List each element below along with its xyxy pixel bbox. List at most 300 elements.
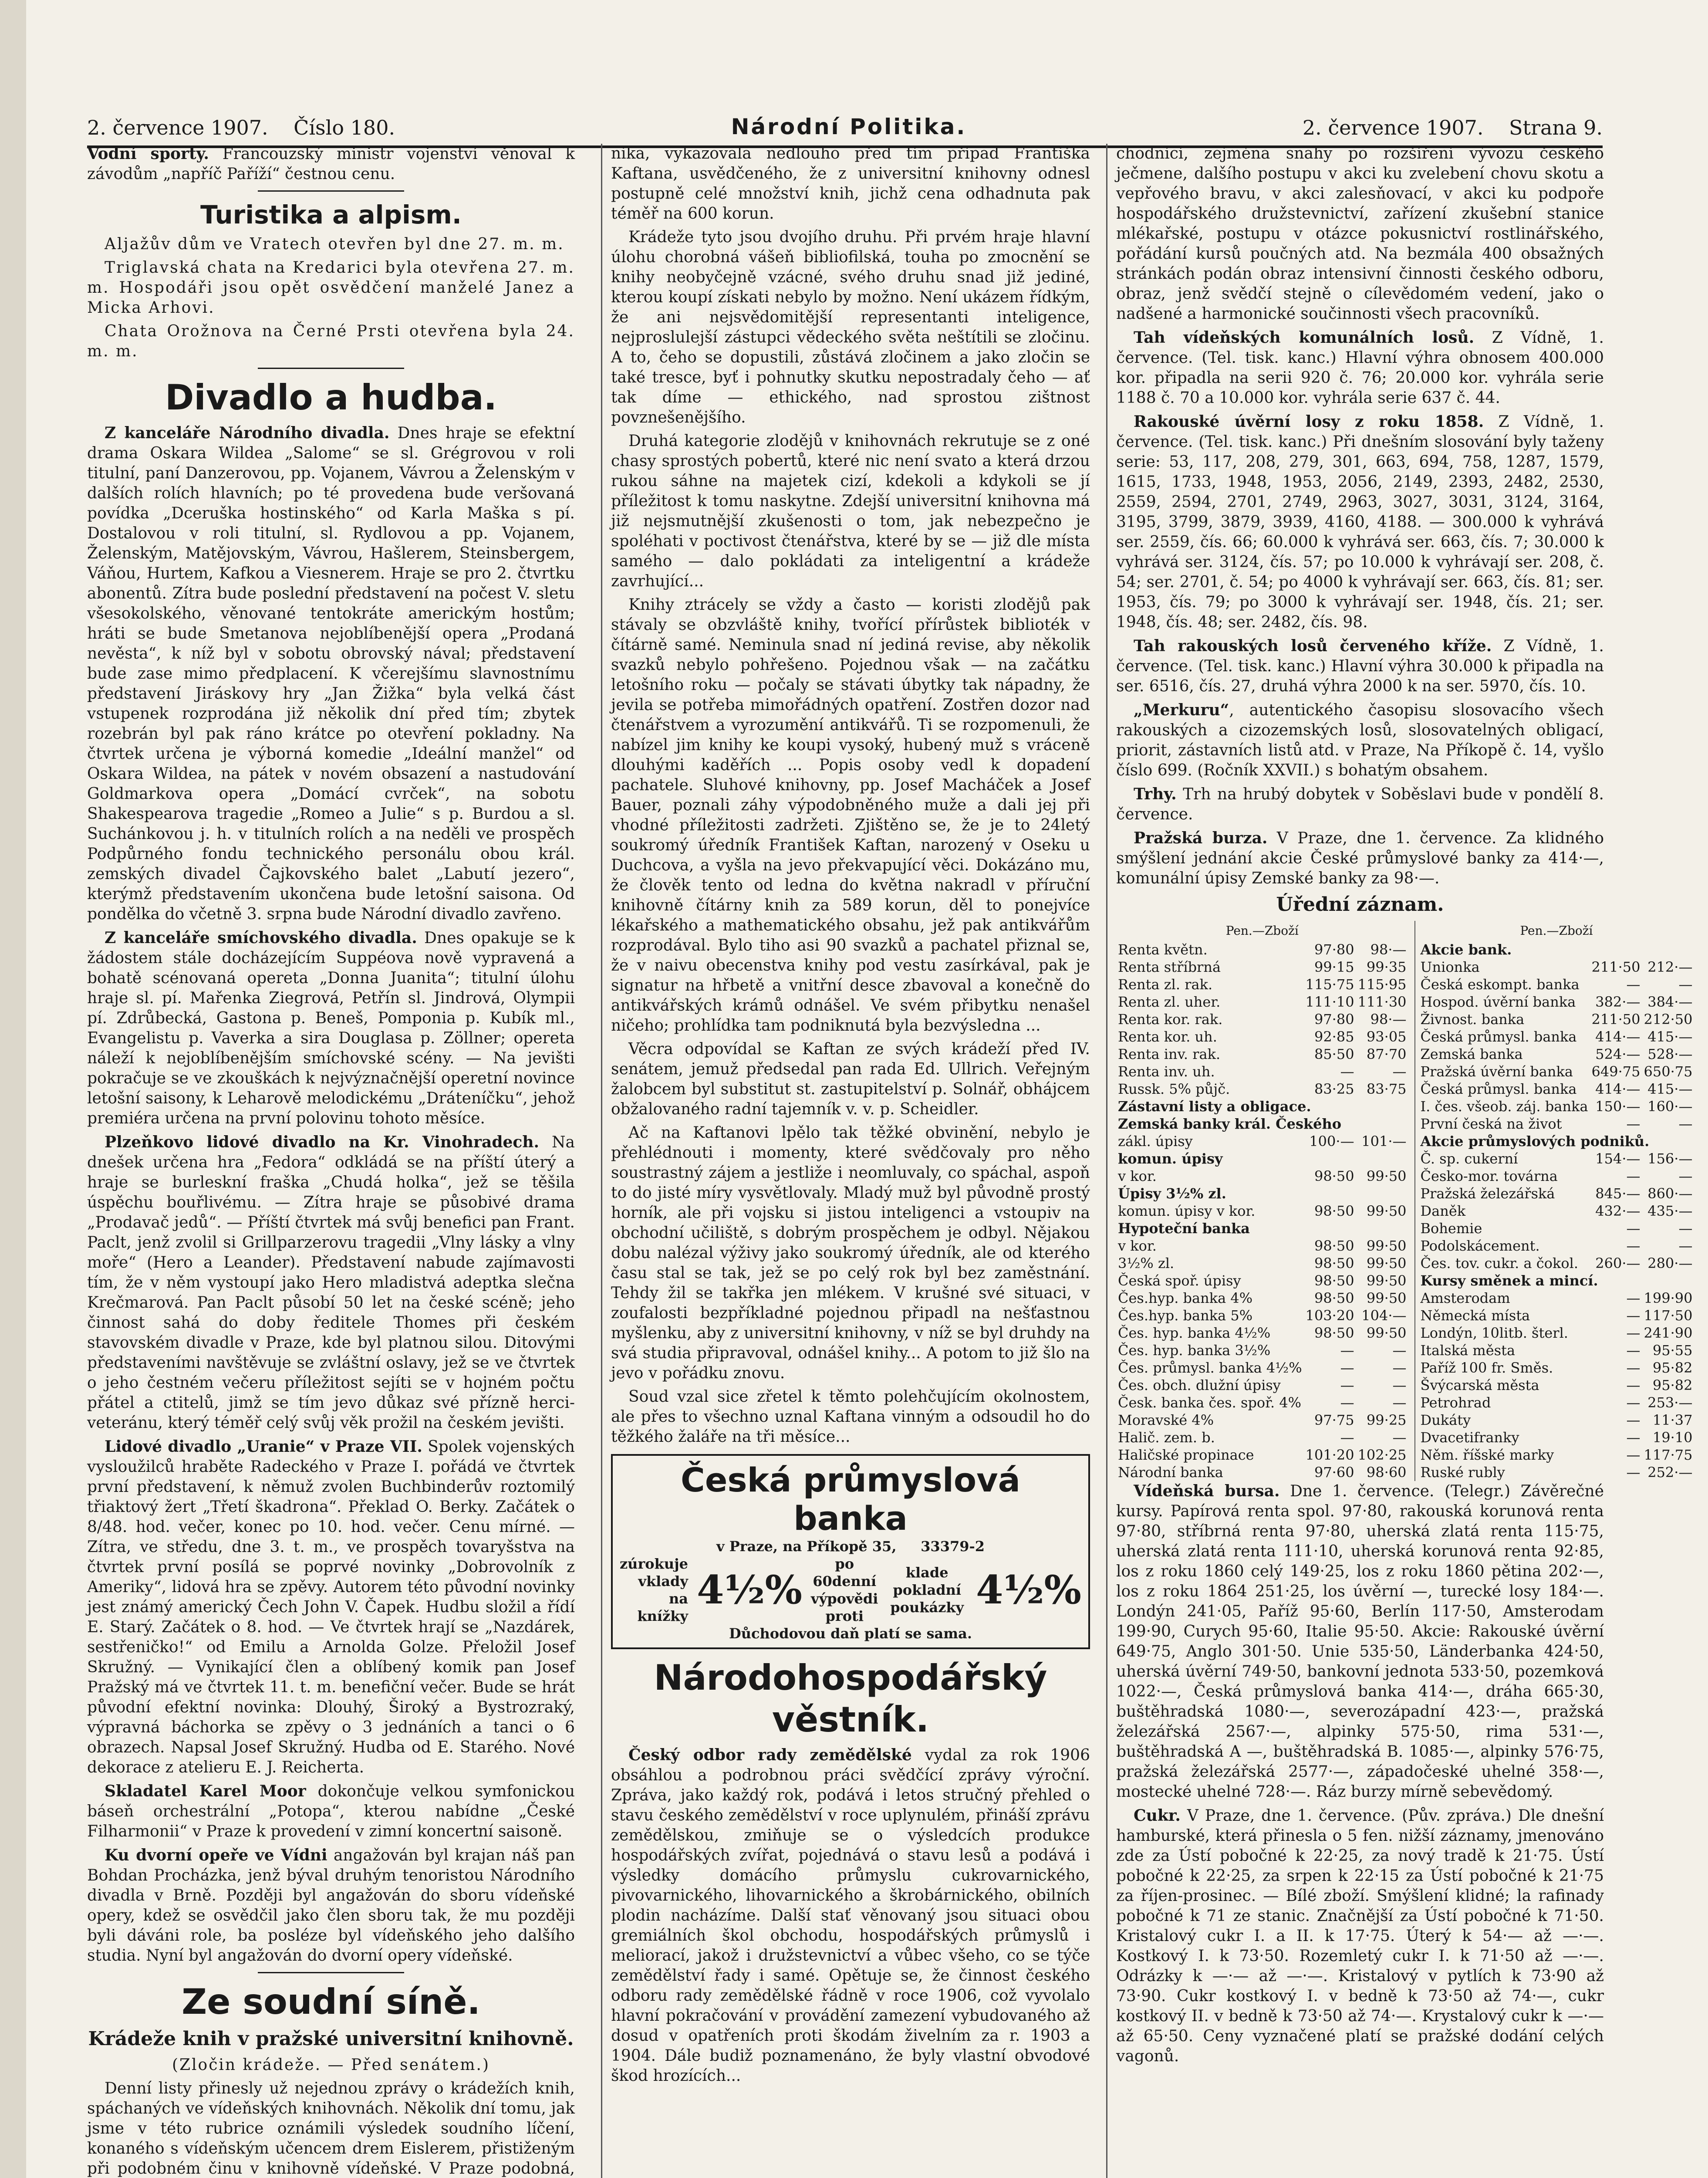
soud-paragraph: Krádeže tyto jsou dvojího druhu. Při prvém hraje hlavní úlohu chorobná vášeň bibliofilská, touha po zmocnění se knihy neobyčejně vzácné, svého druhu snad již jediné, kterou koupí získati nebylo by možno. Není ukázem řídkým, že ani nejsvědomitější representanti inteligence, nejproslulejší zástupci vědeckého světa neštítili se zločinu. A to, čeho se dopustili, zůstává zločinem a jako zločin se také tresce, byť i pohnutky skutku nepostradaly čeho — ať tak díme — ethického, nad sprostou zištnost povznešenějšího. bbox=[611, 228, 1090, 426]
rate-row bbox=[1419, 1429, 1694, 1446]
divadlo-paragraph bbox=[87, 1437, 575, 1778]
section-title-narodohospodarsky: Národohospodářský věstník. bbox=[654, 1657, 1047, 1740]
ad-code: 33379-2 bbox=[921, 1538, 985, 1555]
rate-row bbox=[1419, 1202, 1694, 1220]
rate-row bbox=[1419, 1167, 1694, 1185]
rate-row bbox=[1419, 1133, 1694, 1150]
rate-row bbox=[1116, 1063, 1408, 1080]
rate-bid: 524·— bbox=[1595, 1046, 1640, 1062]
section-title-divadlo: Divadlo a hudba. bbox=[165, 377, 497, 418]
rate-name: komun. úpisy v kor. bbox=[1118, 1203, 1256, 1219]
divider bbox=[258, 190, 404, 192]
divadlo-paragraph bbox=[87, 1781, 575, 1842]
rate-name: Podolskácement. bbox=[1420, 1238, 1540, 1254]
rate-name: Čes.hyp. banka 5% bbox=[1118, 1307, 1253, 1324]
rate-ask: 95·82 bbox=[1652, 1377, 1693, 1393]
column-1 bbox=[87, 144, 575, 2178]
rate-row bbox=[1116, 1202, 1408, 1220]
paragraph-text: Dnes opakuje se k žádostem stále docházejícím Suppéova nově vypravená a bohatě scénovaná opereta „Donna Juanita“; titulní úlohu hraje sl. pí. Mařenka Ziegrová, Petřín sl. Jindrová, Olympii pí. Zdrůbecká, Gastona p. Beneš, Pomponia p. Kubík ml., Evangelistu p. Vaverka a sira Douglasa p. Zöllner; opereta náleží k nejoblíbenějším smíchovské scény. — Na jevišti pokračuje se ve zkouškách k nejvýznačnější operetní novince letošní saisony, k Leharově melodickému „Dráteníčku“, jehož premiéra určena na první polovinu tohoto měsíce. bbox=[87, 929, 575, 1127]
lottery-paragraph bbox=[1116, 636, 1604, 697]
rate-ask: 117·75 bbox=[1644, 1447, 1693, 1463]
rate-bid: — bbox=[1340, 1429, 1354, 1446]
paragraph-text: Dne 1. července. (Telegr.) Závěrečné kursy. Papírová renta spol. 97·80, rakouská korunová renta 97·80, stříbrná renta 97·80, uherská zlatá renta 115·75, uherská zlatá renta 111·10, uherská korunová renta 92·85, los z roku 1860 celý 149·25, los z roku 1860 pětina 202·—, los z roku 1864 251·25, los úvěrní —, turecké losy 184·—. Londýn 241·05, Paříž 95·60, Berlín 117·50, Amsterodam 199·90, Curych 95·60, Italie 95·50. Akcie: Rakouské úvěrní 649·75, Anglo 301·50. Unie 535·50, Länderbanka 424·50, uherská úvěrní 749·50, bankovní jednota 533·50, pozemková 1022·—, Česká průmyslová banka 414·—, dráha 665·30, buštěhradská 1080·—, severozápadní 423·—, pražská železářská 2567·—, alpinky 575·50, rima 531·—, buštěhradská A —, buštěhradská B. 1085·—, alpinky 576·75, pražská železářská 2577·—, západočeské uhelné 358·—, mostecké uhelné 728·—. Ráz burzy mírně sebevědomý. bbox=[1116, 1482, 1604, 1801]
rate-bid: 100·— bbox=[1309, 1133, 1354, 1150]
ad-voucher-label: klade pokladní poukázky bbox=[890, 1564, 964, 1616]
rate-row bbox=[1419, 976, 1694, 993]
rate-row bbox=[1116, 1342, 1408, 1359]
ad-rates-row bbox=[620, 1555, 1081, 1625]
rate-bid: 98·50 bbox=[1314, 1272, 1354, 1289]
cukr-paragraph bbox=[1116, 1806, 1604, 2066]
rate-bid: 98·50 bbox=[1314, 1325, 1354, 1341]
paragraph-lead: Skladatel Karel Moor bbox=[105, 1782, 306, 1800]
ad-address-text: v Praze, na Příkopě 35, bbox=[716, 1538, 897, 1555]
rate-bid: 382·— bbox=[1595, 994, 1640, 1010]
rate-name: Renta stříbrná bbox=[1118, 959, 1221, 975]
rate-row bbox=[1116, 1011, 1408, 1028]
rate-name: Č. sp. cukerní bbox=[1420, 1150, 1518, 1167]
soud-paragraph: Ač na Kaftanovi lpělo tak těžké obvinění, nebylo je přehlédnouti i momenty, které svědčovaly pro něho soustrastný zájem a jestliže i neomluvaly, co spáchal, aspoň to do jisté míry vysvětlovaly. Mladý muž byl původně prostý horník, ale při vojsku si jistou inteligenci a vstoupiv na obchodní učiliště, s dobrým prospěchem je odbyl. Nějakou dobu nalézal výživy jako soukromý úředník, ale od kterého času stal se tak, jež se po celý rok byl bez zaměstnání. Tehdy žil se takřka jen mlékem. V krušné své situaci, v zoufalosti bezpříkladné pojednou připadl na nešťastnou myšlenku, aby z universitní knihovny, v níž se byl druhdy na svá studia připravoval, odnášel knihy... A potom to již šlo na jevo v pořádku znovu. bbox=[611, 1124, 1090, 1382]
rates-table-title: Úřední záznam. bbox=[1276, 893, 1444, 916]
rate-ask: 87·70 bbox=[1366, 1046, 1407, 1062]
rate-ask: 99·50 bbox=[1366, 1272, 1407, 1289]
rate-name: Haličské propinace bbox=[1118, 1447, 1254, 1463]
rate-ask: — bbox=[1392, 1063, 1407, 1080]
rate-name: Česk. banka čes. spoř. 4% bbox=[1118, 1394, 1302, 1411]
rate-row bbox=[1419, 1185, 1694, 1202]
rate-bid: — bbox=[1626, 1116, 1640, 1132]
rate-bid: — bbox=[1626, 1238, 1640, 1254]
rate-row bbox=[1116, 1115, 1408, 1133]
rate-row bbox=[1419, 1272, 1694, 1289]
rate-name: Londýn, 10litb. šterl. bbox=[1420, 1325, 1568, 1341]
paragraph-lead: Cukr. bbox=[1134, 1806, 1181, 1825]
rate-bid: 111·10 bbox=[1305, 994, 1354, 1010]
rate-ask: 415·— bbox=[1647, 1028, 1693, 1045]
masthead: Národní Politika. bbox=[731, 114, 967, 139]
rates-tables bbox=[1116, 921, 1693, 1481]
rate-ask: 253·— bbox=[1647, 1394, 1693, 1411]
divider bbox=[258, 368, 404, 369]
rate-row bbox=[1419, 1464, 1694, 1481]
soud-paragraph: nika, vykazovala nedlouho před tím případ Františka Kaftana, usvědčeného, že z universitní knihovny odnesl postupně celé množství knih, jichž cena odhadnuta pak téměř na 600 korun. bbox=[611, 145, 1090, 223]
rate-bid: — bbox=[1626, 1220, 1640, 1237]
rate-ask: 101·— bbox=[1361, 1133, 1407, 1150]
rate-row bbox=[1116, 1411, 1408, 1429]
rate-ask: 280·— bbox=[1647, 1255, 1693, 1272]
paragraph-text: Dnes hraje se efektní drama Oskara Wildea „Salome“ se sl. Grégrovou v roli titulní, paní Danzerovou, pp. Vojanem, Vávrou a Želenským v dalších rolích hlavních; po té provedena bude veršovaná povídka „Dceruška hostinského“ od Karla Maška s pí. Dostalovou v roli titulní, sl. Rydlovou a pp. Vojanem, Želenským, Matějovským, Vávrou, Hašlerem, Steinsbergem, Váňou, Hurtem, Kafkou a Viesnerem. Hraje se pro 2. čtvrtku abonentů. Zítra bude poslední představení na počest V. sletu všesokolského, věnované tentokráte americkým hostům; hráti se bude Smetanova nejoblíbenější opera „Prodaná nevěsta“, k níž byl v sobotu obrovský nával; představení bude zase mimo předplacení. K včerejšímu slavnostnímu představení Jiráskovy hry „Jan Žižka“ byla velká část vstupenek rozprodána již několik dní před tím; zbytek rozebrán byl pak ráno krátce po otevření pokladny. Na čtvrtek určena je výborná komedie „Ideální manžel“ od Oskara Wildea, na pátek v novém obsazení a nastudování Goldmarkova opera „Domácí cvrček“, na sobotu Shakespearova tragedie „Romeo a Julie“ s p. Burdou a sl. Suchánkovou j. h. v titulních rolích a na neděli ve prospěch Podpůrného fondu technického personálu obou král. zemských divadel Čajkovského balet „Labutí jezero“, kterýmž představením ukončena bude letošní saisona. Od pondělka do včetně 3. srpna bude Národní divadlo zavřeno. bbox=[87, 424, 575, 923]
rate-bid: — bbox=[1626, 1429, 1640, 1446]
rate-ask: 98·60 bbox=[1366, 1464, 1407, 1481]
rate-ask: 860·— bbox=[1647, 1185, 1693, 1202]
rate-row bbox=[1116, 1324, 1408, 1342]
rate-bid: 260·— bbox=[1595, 1255, 1640, 1272]
rate-row bbox=[1116, 1307, 1408, 1324]
rate-row bbox=[1419, 1446, 1694, 1464]
rate-bid: 115·75 bbox=[1305, 976, 1354, 993]
rate-bid: 98·50 bbox=[1314, 1255, 1354, 1272]
rate-bid: — bbox=[1626, 1168, 1640, 1184]
rate-name: Úpisy 3½% zl. bbox=[1118, 1185, 1226, 1202]
turistika-paragraph: Triglavská chata na Kredarici byla otevřena 27. m. m. Hospodáři jsou opět osvědčení manželé Janez a Micka Arhovi. bbox=[87, 259, 575, 317]
rate-name: Česko-mor. továrna bbox=[1420, 1168, 1558, 1184]
soud-paragraph: Druhá kategorie zlodějů v knihovnách rekrutuje se z oné chasy sprostých pobertů, které nic není svato a která drzou rukou sáhne na majetek cizí, kdekoli a kdykoli se jí příležitost k tomu naskytne. Zdejší universitní knihovna má již nejsmutnější zkušenosti o tom, jak nebezpečno je spoléhati v poctivost čtenářstva, které by se — již dle místa samého — dalo pokládati za inteligentní a krádeže zavrhující... bbox=[611, 432, 1090, 590]
rate-ask: 241·90 bbox=[1644, 1325, 1693, 1341]
rates-left-table bbox=[1116, 941, 1408, 1481]
rate-bid: 98·50 bbox=[1314, 1238, 1354, 1254]
rate-name: Hospod. úvěrní banka bbox=[1420, 994, 1576, 1010]
rate-name: 3½% zl. bbox=[1118, 1255, 1175, 1272]
paragraph-text: Z Vídně, 1. července. (Tel. tisk. kanc.) Při dnešním slosování byly taženy serie: 53, 117, 208, 279, 301, 663, 694, 758, 1287, 1579, 1615, 1733, 1948, 1953, 2056, 2149, 2393, 2482, 2530, 2559, 2594, 2701, 2749, 2963, 3027, 3031, 3124, 3164, 3195, 3799, 3879, 3939, 4160, 4188. — 300.000 k vyhrává ser. 2559, čís. 66; 60.000 k vyhrává ser. 663, čís. 7; 30.000 k vyhrává ser. 3124, čís. 57; po 10.000 k vyhrávají ser. 208, č. 54; ser. 2701, č. 54; po 4000 k vyhrávají ser. 663, čís. 81; ser. 1953, čís. 79; po 3000 k vyhrávají ser. 1948, čís. 21; ser. 1948, čís. 48; ser. 2482, čís. 98. bbox=[1116, 413, 1604, 631]
rate-row bbox=[1116, 958, 1408, 976]
rate-ask: 99·50 bbox=[1366, 1238, 1407, 1254]
paragraph-text: V Praze, dne 1. července. Za klidného smýšlení jednání akcie České průmyslové banky za 414·—, komunální úpisy Zemské banky za 98·—. bbox=[1116, 829, 1604, 887]
rates-right-wrap bbox=[1414, 921, 1694, 1481]
ad-deposit-line-1: zúrokuje vklady bbox=[620, 1556, 689, 1590]
rate-name: Amsterodam bbox=[1420, 1290, 1510, 1306]
rate-ask: 650·75 bbox=[1644, 1063, 1693, 1080]
rate-name: Německá místa bbox=[1420, 1307, 1530, 1324]
rate-bid: 83·25 bbox=[1314, 1081, 1354, 1097]
rate-ask: — bbox=[1678, 976, 1693, 993]
rate-bid: 414·— bbox=[1595, 1028, 1640, 1045]
rate-ask: 98·— bbox=[1370, 941, 1407, 958]
paragraph-text: V Praze, dne 1. července. (Pův. zpráva.) Dle dnešní hamburské, která přinesla o 5 fen. nižší záznamy, jmenováno zde za Ústí pobočné k 22·25, za nový tradě k 21·75. Ústí pobočné k 22·25, za srpen k 22·15 za Ústí pobočné k 21·75 za říjen-prosinec. — Bílé zboží. Smýšlení klidné; la rafinady pobočné k 71 ze stanic. Značnější za Ústí pobočné k 71·50. Kristalový cukr I. a II. k 17·75. Úterý k 54·— až —·—. Kostkový I. k 73·50. Rozemletý cukr I. k 71·50 až —·—. Odrázky k —·— až —·—. Kristalový v pytlích k 73·90 až 73·90. Cukr kostkový I. v bedně k 73·50 až 74·—, cukr kostkový II. v bedně k 73·50 až 74·—. Krystalový cukr k —·— až 65·50. Ceny vyznačené platí se pražské dodání celých vagonů. bbox=[1116, 1807, 1604, 2065]
soud-paragraph: Denní listy přinesly už nejednou zprávy o krádežích knih, spáchaných ve vídeňských knihovnách. Několik dní tomu, jak jsme v této rubrice oznámili výsledek soudního líčení, konaného s vídeňským učencem drem Eislerem, přistiženým při podobném činu v knihovně vídeňské. V Praze podobná, bbox=[87, 2080, 575, 2178]
rate-bid: 414·— bbox=[1595, 1081, 1640, 1097]
rate-ask: — bbox=[1678, 1168, 1693, 1184]
rate-ask: 99·50 bbox=[1366, 1203, 1407, 1219]
rate-row bbox=[1419, 1307, 1694, 1324]
rate-ask: 528·— bbox=[1647, 1046, 1693, 1062]
rate-row bbox=[1419, 1045, 1694, 1063]
divadlo-paragraph bbox=[87, 1132, 575, 1433]
paragraph-text: , autentického časopisu slosovacího všech rakouských a cizozemských losů, slosovatelných obligací, priorit, zástavních listů atd. v Praze, Na Příkopě č. 14, vyšlo číslo 699. (Ročník XXVII.) s bohatým obsahem. bbox=[1116, 701, 1604, 779]
rate-name: Čes. hyp. banka 4½% bbox=[1118, 1325, 1271, 1341]
rate-name: Renta květn. bbox=[1118, 941, 1208, 958]
rate-row bbox=[1116, 1045, 1408, 1063]
rate-name: Renta inv. uh. bbox=[1118, 1063, 1215, 1080]
rate-ask: 99·50 bbox=[1366, 1255, 1407, 1272]
rate-name: v kor. bbox=[1118, 1238, 1157, 1254]
ad-address bbox=[620, 1538, 1081, 1555]
paragraph-text: vydal za rok 1906 obsáhlou a podrobnou práci svědčící zprávy výroční. Zpráva, jako každý rok, podává i letos stručný přehled o stavu českého zemědělství v roce uplynulém, přináší zprávu zemědělskou, zmiňuje se o výsledcích produkce hospodářských zvířat, pojednává o stavu lesů a podává i výsledky domácího průmyslu cukrovarnického, pivovarnického, lihovarnického a škrobárnického, obilních plodin nacházíme. Další stať věnovaný jsou situaci obou gremiálních škol obchodu, hospodářských průmyslů i meliorací, jakož i družstevnictví a vůbec všeho, co se týče zemědělství řady i samé. Opětuje se, že činnost českého odboru rady zemědělské řádně v roce 1906, což vyvolalo hlavní pokračování v provádění zamezení vybudovaného až dosud v opatřeních proti škodám živelním za r. 1903 a 1904. Dále budiž poznamenáno, že byly vlastní obvodové škod hrozících... bbox=[611, 1746, 1090, 2085]
rate-name: Halič. zem. b. bbox=[1118, 1429, 1215, 1446]
soud-paragraph: Věcra odpovídal se Kaftan ze svých krádeží před IV. senátem, jemuž předsedal pan rada Ed. Ullrich. Veřejným žalobcem byl substitut st. zastupitelství p. Solnář, obhájcem obžalovaného radní tajemník v. v. p. Scheidler. bbox=[611, 1040, 1090, 1118]
rate-name: Švýcarská města bbox=[1420, 1377, 1539, 1393]
rate-row bbox=[1116, 1394, 1408, 1411]
article-subtitle: Krádeže knih v pražské universitní knihovně. bbox=[88, 2028, 574, 2050]
rate-ask: 98·— bbox=[1370, 1011, 1407, 1028]
rate-name: v kor. bbox=[1118, 1168, 1157, 1184]
rate-ask: 99·50 bbox=[1366, 1290, 1407, 1306]
rate-row bbox=[1116, 1150, 1408, 1167]
lottery-paragraph bbox=[1116, 328, 1604, 408]
ad-notice-line-3: proti bbox=[825, 1608, 864, 1624]
sport-paragraph bbox=[87, 144, 575, 184]
rate-ask: 95·82 bbox=[1652, 1360, 1693, 1376]
rate-name: První česká na život bbox=[1420, 1116, 1562, 1132]
rate-name: Ruské rubly bbox=[1420, 1464, 1505, 1481]
rate-row bbox=[1419, 1098, 1694, 1115]
rate-name: Renta zl. rak. bbox=[1118, 976, 1213, 993]
rate-ask: 102·25 bbox=[1357, 1447, 1407, 1463]
paragraph-lead: Trhy. bbox=[1134, 785, 1177, 803]
rate-name: Petrohrad bbox=[1420, 1394, 1491, 1411]
rate-bid: 154·— bbox=[1595, 1150, 1640, 1167]
rate-row bbox=[1419, 1376, 1694, 1394]
rate-row bbox=[1116, 1464, 1408, 1481]
rate-bid: — bbox=[1626, 1377, 1640, 1393]
rate-row bbox=[1116, 1255, 1408, 1272]
rate-bid: 92·85 bbox=[1314, 1028, 1354, 1045]
rate-ask: 99·25 bbox=[1366, 1412, 1407, 1428]
rate-row bbox=[1419, 1394, 1694, 1411]
column-2 bbox=[601, 144, 1090, 2178]
rate-row bbox=[1419, 1342, 1694, 1359]
rate-name: Italská města bbox=[1420, 1342, 1516, 1359]
rate-row bbox=[1116, 1028, 1408, 1045]
rate-name: komun. úpisy bbox=[1118, 1150, 1223, 1167]
ad-deposit-label bbox=[620, 1555, 688, 1625]
rate-bid: 845·— bbox=[1595, 1185, 1640, 1202]
paragraph-lead: Z kanceláře Národního divadla. bbox=[105, 424, 390, 442]
rate-row bbox=[1116, 1167, 1408, 1185]
soud-paragraph: Soud vzal sice zřetel k těmto polehčujícím okolnostem, ale přes to všechno uznal Kaftana vinným a odsoudil ho do těžkého žaláře na tři měsíce... bbox=[611, 1388, 1090, 1446]
rate-name: Čes. obch. dlužní úpisy bbox=[1118, 1377, 1281, 1393]
divider bbox=[258, 1972, 404, 1973]
rate-ask: 212·50 bbox=[1644, 1011, 1693, 1028]
rate-name: Dvacetifranky bbox=[1420, 1429, 1519, 1446]
rate-bid: 98·50 bbox=[1314, 1168, 1354, 1184]
rate-ask: 111·30 bbox=[1357, 994, 1407, 1010]
header-right-date: 2. července 1907. bbox=[1302, 116, 1484, 139]
divadlo-paragraph bbox=[87, 1845, 575, 1966]
article-meta: (Zločin krádeže. — Před senátem.) bbox=[172, 2056, 490, 2074]
ad-notice-line-2: výpovědi bbox=[811, 1590, 878, 1607]
rate-name: Moravské 4% bbox=[1118, 1412, 1214, 1428]
section-title-soud: Ze soudní síně. bbox=[182, 1982, 480, 2022]
rate-bid: 211·50 bbox=[1591, 1011, 1640, 1028]
bank-advertisement bbox=[611, 1454, 1090, 1649]
rate-bid: — bbox=[1626, 1412, 1640, 1428]
rate-row bbox=[1419, 1220, 1694, 1237]
sport-lead: Vodní sporty. bbox=[87, 145, 209, 163]
rate-row bbox=[1116, 941, 1408, 958]
rate-name: Čes.hyp. banka 4% bbox=[1118, 1290, 1253, 1306]
paragraph-lead: Rakouské úvěrní losy z roku 1858. bbox=[1134, 413, 1484, 431]
turistika-paragraph: Aljažův dům ve Vratech otevřen byl dne 27. m. m. bbox=[105, 235, 564, 253]
paragraph-lead: Lidové divadlo „Uranie“ v Praze VII. bbox=[105, 1437, 422, 1456]
header-left-date: 2. července 1907. bbox=[87, 116, 268, 139]
rate-bid: — bbox=[1626, 1325, 1640, 1341]
paragraph-lead: Plzeňkovo lidové divadlo na Kr. Vinohradech. bbox=[105, 1133, 540, 1151]
rates-left-header: Pen.—Zboží bbox=[1225, 923, 1299, 938]
rate-name: Akcie bank. bbox=[1420, 941, 1512, 958]
rate-name: Zemská banky král. Českého bbox=[1118, 1116, 1342, 1132]
rate-bid: — bbox=[1626, 1360, 1640, 1376]
rate-name: Česká průmysl. banka bbox=[1420, 1081, 1577, 1097]
turistika-paragraph: Chata Orožnova na Černé Prsti otevřena byla 24. m. m. bbox=[87, 322, 575, 360]
rate-ask: — bbox=[1392, 1360, 1407, 1376]
rates-right-table bbox=[1419, 941, 1694, 1481]
rate-bid: 85·50 bbox=[1314, 1046, 1354, 1062]
paragraph-lead: „Merkuru“ bbox=[1134, 701, 1229, 719]
rate-bid: 99·15 bbox=[1314, 959, 1354, 975]
paragraph-lead: Český odbor rady zemědělské bbox=[628, 1746, 912, 1764]
paragraph-text: Trh na hrubý dobytek v Soběslavi bude v pondělí 8. července. bbox=[1116, 785, 1604, 823]
rate-ask: 415·— bbox=[1647, 1081, 1693, 1097]
rate-row bbox=[1116, 993, 1408, 1011]
rate-ask: 115·95 bbox=[1357, 976, 1407, 993]
rate-bid: 97·80 bbox=[1314, 1011, 1354, 1028]
rate-bid: — bbox=[1626, 1307, 1640, 1324]
rate-bid: — bbox=[1626, 1342, 1640, 1359]
rate-name: zákl. úpisy bbox=[1118, 1133, 1193, 1150]
rate-name: Česká eskompt. banka bbox=[1420, 976, 1580, 993]
rate-row bbox=[1419, 941, 1694, 958]
header-left bbox=[87, 116, 395, 139]
rate-ask: 93·05 bbox=[1366, 1028, 1407, 1045]
rate-ask: 104·— bbox=[1361, 1307, 1407, 1324]
rate-row bbox=[1116, 1446, 1408, 1464]
rate-row bbox=[1116, 1359, 1408, 1376]
header-page-number: Strana 9. bbox=[1509, 116, 1603, 139]
rate-name: Renta inv. rak. bbox=[1118, 1046, 1221, 1062]
rate-row bbox=[1419, 1289, 1694, 1307]
burza-paragraph bbox=[1116, 828, 1604, 889]
rate-ask: 160·— bbox=[1647, 1098, 1693, 1115]
rate-ask: 19·10 bbox=[1652, 1429, 1693, 1446]
rate-row bbox=[1116, 1376, 1408, 1394]
trhy-paragraph bbox=[1116, 784, 1604, 825]
rates-left-wrap bbox=[1116, 921, 1408, 1481]
rate-bid: 211·50 bbox=[1591, 959, 1640, 975]
rate-ask: 83·75 bbox=[1366, 1081, 1407, 1097]
rate-bid: 98·50 bbox=[1314, 1290, 1354, 1306]
rate-row bbox=[1116, 1429, 1408, 1446]
rate-ask: — bbox=[1678, 1116, 1693, 1132]
ad-rate: 4½% bbox=[697, 1567, 803, 1613]
paragraph-lead: Pražská burza. bbox=[1134, 829, 1268, 847]
rate-row bbox=[1419, 1150, 1694, 1167]
vienna-paragraph bbox=[1116, 1481, 1604, 1802]
merkur-paragraph bbox=[1116, 700, 1604, 781]
rate-bid: 98·50 bbox=[1314, 1203, 1354, 1219]
rate-row bbox=[1419, 1411, 1694, 1429]
rate-bid: — bbox=[1626, 1394, 1640, 1411]
rate-ask: — bbox=[1678, 1238, 1693, 1254]
lottery-paragraph bbox=[1116, 412, 1604, 632]
rate-bid: 432·— bbox=[1595, 1203, 1640, 1219]
rate-row bbox=[1116, 1289, 1408, 1307]
section-title-turistika: Turistika a alpism. bbox=[200, 200, 462, 230]
rate-row bbox=[1116, 976, 1408, 993]
sport-text: Francouzský ministr vojenství věnoval k závodům „napříč Paříží“ čestnou cenu. bbox=[87, 145, 575, 183]
scan-margin bbox=[0, 0, 26, 2178]
paragraph-lead: Tah vídeňských komunálních losů. bbox=[1134, 328, 1475, 347]
rate-name: Česká spoř. úpisy bbox=[1118, 1272, 1241, 1289]
rate-name: Čes. hyp. banka 3½% bbox=[1118, 1342, 1271, 1359]
nh-paragraph bbox=[611, 1745, 1090, 2086]
ad-title: Česká průmyslová banka bbox=[681, 1461, 1020, 1538]
rate-name: Čes. tov. cukr. a čokol. bbox=[1420, 1255, 1579, 1272]
rate-ask: — bbox=[1392, 1394, 1407, 1411]
rate-ask: 95·55 bbox=[1652, 1342, 1693, 1359]
rate-row bbox=[1116, 1237, 1408, 1255]
rate-bid: — bbox=[1626, 1290, 1640, 1306]
rate-bid: — bbox=[1340, 1063, 1354, 1080]
ad-footer: Důchodovou daň platí se sama. bbox=[729, 1625, 972, 1642]
paragraph-lead: Ku dvorní opeře ve Vídni bbox=[105, 1846, 327, 1864]
paragraph-lead: Z kanceláře smíchovského divadla. bbox=[105, 929, 417, 947]
rate-row bbox=[1419, 993, 1694, 1011]
rate-ask: — bbox=[1678, 1220, 1693, 1237]
rate-bid: 103·20 bbox=[1305, 1307, 1354, 1324]
divadlo-paragraph bbox=[87, 928, 575, 1129]
rate-name: Dukáty bbox=[1420, 1412, 1471, 1428]
rate-name: Pražská úvěrní banka bbox=[1420, 1063, 1573, 1080]
rate-ask: 199·90 bbox=[1644, 1290, 1693, 1306]
rate-name: Zástavní listy a obligace. bbox=[1118, 1098, 1311, 1115]
rate-name: Čes. průmysl. banka 4½% bbox=[1118, 1360, 1302, 1376]
rate-row bbox=[1419, 1324, 1694, 1342]
rate-name: Akcie průmyslových podniků. bbox=[1420, 1133, 1650, 1150]
paragraph-text: Z Vídně, 1. července. (Tel. tisk. kanc.) Hlavní výhra 30.000 k připadla na ser. 6516, čís. 27, druhá výhra 2000 k na ser. 5970, čís. 10. bbox=[1116, 637, 1604, 695]
rate-ask: 156·— bbox=[1647, 1150, 1693, 1167]
rate-name: Národní banka bbox=[1118, 1464, 1223, 1481]
nh-paragraph: chodnící, zejména snahy po rozšíření vývozu českého ječmene, dalšího postupu v akci ku zvelebení chovu skotu a vepřového bravu, v akci zalesňovací, v akci ku podpoře hospodářského družstevnictví, zařízení zkušební stanice mlékařské, postupu v otázce pokusnictví rostlinářského, pořádání kursů poučných atd. Na bezmála 400 obsažných stránkách podán obraz intensivní činnosti českého odboru, obraz, jenž svědčí stejně o cílevědomém vedení, jako o nadšené a harmonické součinnosti všech pracovníků. bbox=[1116, 145, 1604, 323]
rate-bid: — bbox=[1340, 1377, 1354, 1393]
rate-ask: 252·— bbox=[1647, 1464, 1693, 1481]
rate-bid: 649·75 bbox=[1591, 1063, 1640, 1080]
paragraph-text: angažován byl krajan náš pan Bohdan Procházka, jenž býval druhým tenoristou Národního divadla v Brně. Později byl angažován do sboru vídeňské opery, kdež se osvědčil jako člen sboru tak, že mu později byli dáváni role, ba posléze byl vídeňského jeho dalšího studia. Nyní byl angažován do dvorní opery vídeňské. bbox=[87, 1847, 575, 1965]
rate-row bbox=[1419, 1063, 1694, 1080]
paragraph-text: dokončuje velkou symfonickou báseň orchestrální „Potopa“, kterou nabídne „České Filharmonii“ v Praze k provedení v zimní koncertní saisoně. bbox=[87, 1782, 575, 1840]
rate-name: Russk. 5% půjč. bbox=[1118, 1081, 1230, 1097]
rate-bid: 97·60 bbox=[1314, 1464, 1354, 1481]
rate-row bbox=[1116, 1220, 1408, 1237]
soud-paragraph: Knihy ztrácely se vždy a často — koristi zlodějů pak stávaly se obzvláště knihy, tvořící přírůstek biblioték v čítárně samé. Neminula snad ní jediná revise, aby několik svazků nebylo pohřešeno. Pojednou však — na začátku letošního roku — počaly se stávati úbytky tak nápadny, že jevila se potřeba mimořádných opatření. Zostřen dozor nad čtenářstvem a vyrozumění antikvářů. Ti se rozpomenuli, že nabízel jim knihy ke koupi vysoký, hubený muž s vráceně dlouhými kaděřích ... Popis osoby vedl k dopadení pachatele. Sluhové knihovny, pp. Josef Macháček a Josef Bauer, poznali záhy výpodobněného muže a dali jej při vhodné příležitosti zadržeti. Zjištěno se, že je to 24letý soukromý úředník František Kaftan, narozený v Oseku u Duchcova, a vyšla na jevo překvapující věci. Dokázáno mu, že člověk tento od ledna do května nakradl v příruční knihovně čítárny knih za 589 korun, děl to ponejvíce lékařského a mathematického obsahu, jež pak antikvářům rozprodával. Bylo tiho asi 90 svazků a pachatel přiznal se, že v naivu obecenstva knihy pod vestu zasírkával, pak je signatur na hřbetě a vnitřní desce zbavoval a konečně do antikvářských krámů odnášel. Ve svém přibytku nenašel ničeho; prohlídka tam podniknutá byla bezvýsledna ... bbox=[611, 596, 1090, 1035]
rate-name: Bohemie bbox=[1420, 1220, 1482, 1237]
rate-ask: — bbox=[1392, 1342, 1407, 1359]
rate-name: Renta kor. uh. bbox=[1118, 1028, 1217, 1045]
rate-bid: — bbox=[1626, 1464, 1640, 1481]
rate-bid: 150·— bbox=[1595, 1098, 1640, 1115]
rate-name: Pražská železářská bbox=[1420, 1185, 1555, 1202]
rate-row bbox=[1419, 1115, 1694, 1133]
rate-row bbox=[1419, 1028, 1694, 1045]
paragraph-lead: Tah rakouských losů červeného kříže. bbox=[1134, 637, 1492, 655]
column-3 bbox=[1106, 144, 1693, 2178]
rates-right-header: Pen.—Zboží bbox=[1520, 923, 1593, 938]
rate-row bbox=[1419, 1359, 1694, 1376]
rate-name: Renta kor. rak. bbox=[1118, 1011, 1223, 1028]
rate-row bbox=[1419, 1255, 1694, 1272]
rate-row bbox=[1419, 1237, 1694, 1255]
rate-name: Živnost. banka bbox=[1420, 1011, 1525, 1028]
page-header bbox=[87, 105, 1603, 148]
rate-bid: 101·20 bbox=[1305, 1447, 1354, 1463]
ad-notice-label bbox=[811, 1555, 878, 1625]
rate-bid: — bbox=[1340, 1342, 1354, 1359]
rate-bid: 97·75 bbox=[1314, 1412, 1354, 1428]
divadlo-paragraph bbox=[87, 423, 575, 924]
rate-name: Paříž 100 fr. Směs. bbox=[1420, 1360, 1553, 1376]
ad-deposit-line-2: na knížky bbox=[637, 1590, 689, 1624]
rate-name: Něm. říšské marky bbox=[1420, 1447, 1554, 1463]
paragraph-text: Z Vídně, 1. července. (Tel. tisk. kanc.) Hlavní výhra obnosem 400.000 kor. připadla na serii 920 č. 76; 20.000 kor. vyhrála serie 1188 č. 70 a 10.000 kor. vyhrála serie 637 č. 44. bbox=[1116, 329, 1604, 407]
